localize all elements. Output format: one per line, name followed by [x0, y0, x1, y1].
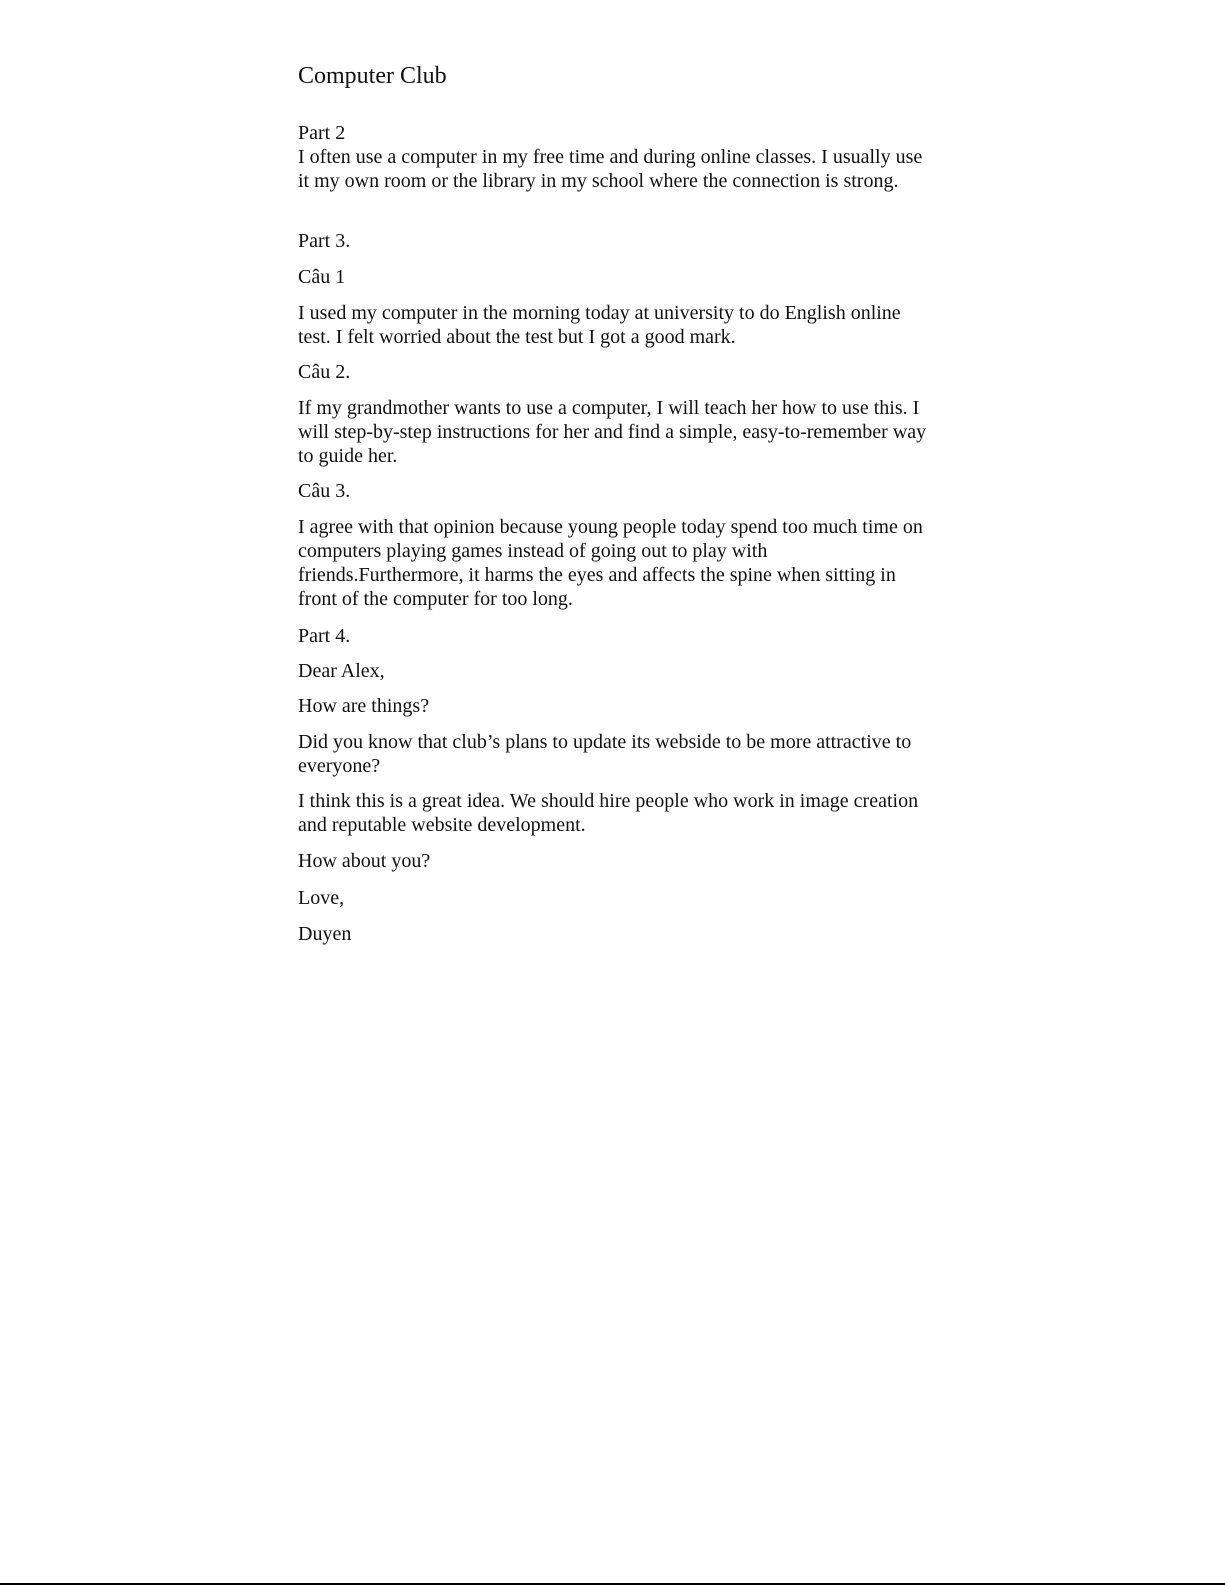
part2-text: I often use a computer in my free time and during online classes. I usually use it my own room or the library in my school where the connection is strong. — [298, 146, 923, 192]
question2-text: If my grandmother wants to use a computer, I will teach her how to use this. I will step-by-step instructions for her and find a simple, easy-to-remember way to guide her. — [298, 397, 927, 467]
question1-heading: Câu 1 — [298, 266, 346, 288]
letter-line: Did you know that club’s plans to update its webside to be more attractive to everyone? — [298, 731, 912, 777]
part3-heading: Part 3. — [298, 230, 351, 252]
letter-line: How are things? — [298, 695, 430, 717]
letter-signature: Duyen — [298, 923, 352, 945]
question3-heading: Câu 3. — [298, 480, 351, 502]
letter-line: I think this is a great idea. We should hire people who work in image creation and reputable website development. — [298, 790, 919, 836]
part2-heading: Part 2 — [298, 122, 346, 144]
question3-text: I agree with that opinion because young people today spend too much time on computers playing games instead of going out to play with friends.Furthermore, it harms the eyes and affects the spine when sitting in front of the computer for too long. — [298, 516, 923, 610]
letter-closing: Love, — [298, 887, 345, 909]
question1-text: I used my computer in the morning today at university to do English online test. I felt worried about the test but I got a good mark. — [298, 302, 901, 348]
letter-greeting: Dear Alex, — [298, 660, 385, 682]
question2-heading: Câu 2. — [298, 361, 351, 383]
letter-line: How about you? — [298, 850, 431, 872]
part4-heading: Part 4. — [298, 625, 351, 647]
document-title: Computer Club — [298, 63, 447, 89]
